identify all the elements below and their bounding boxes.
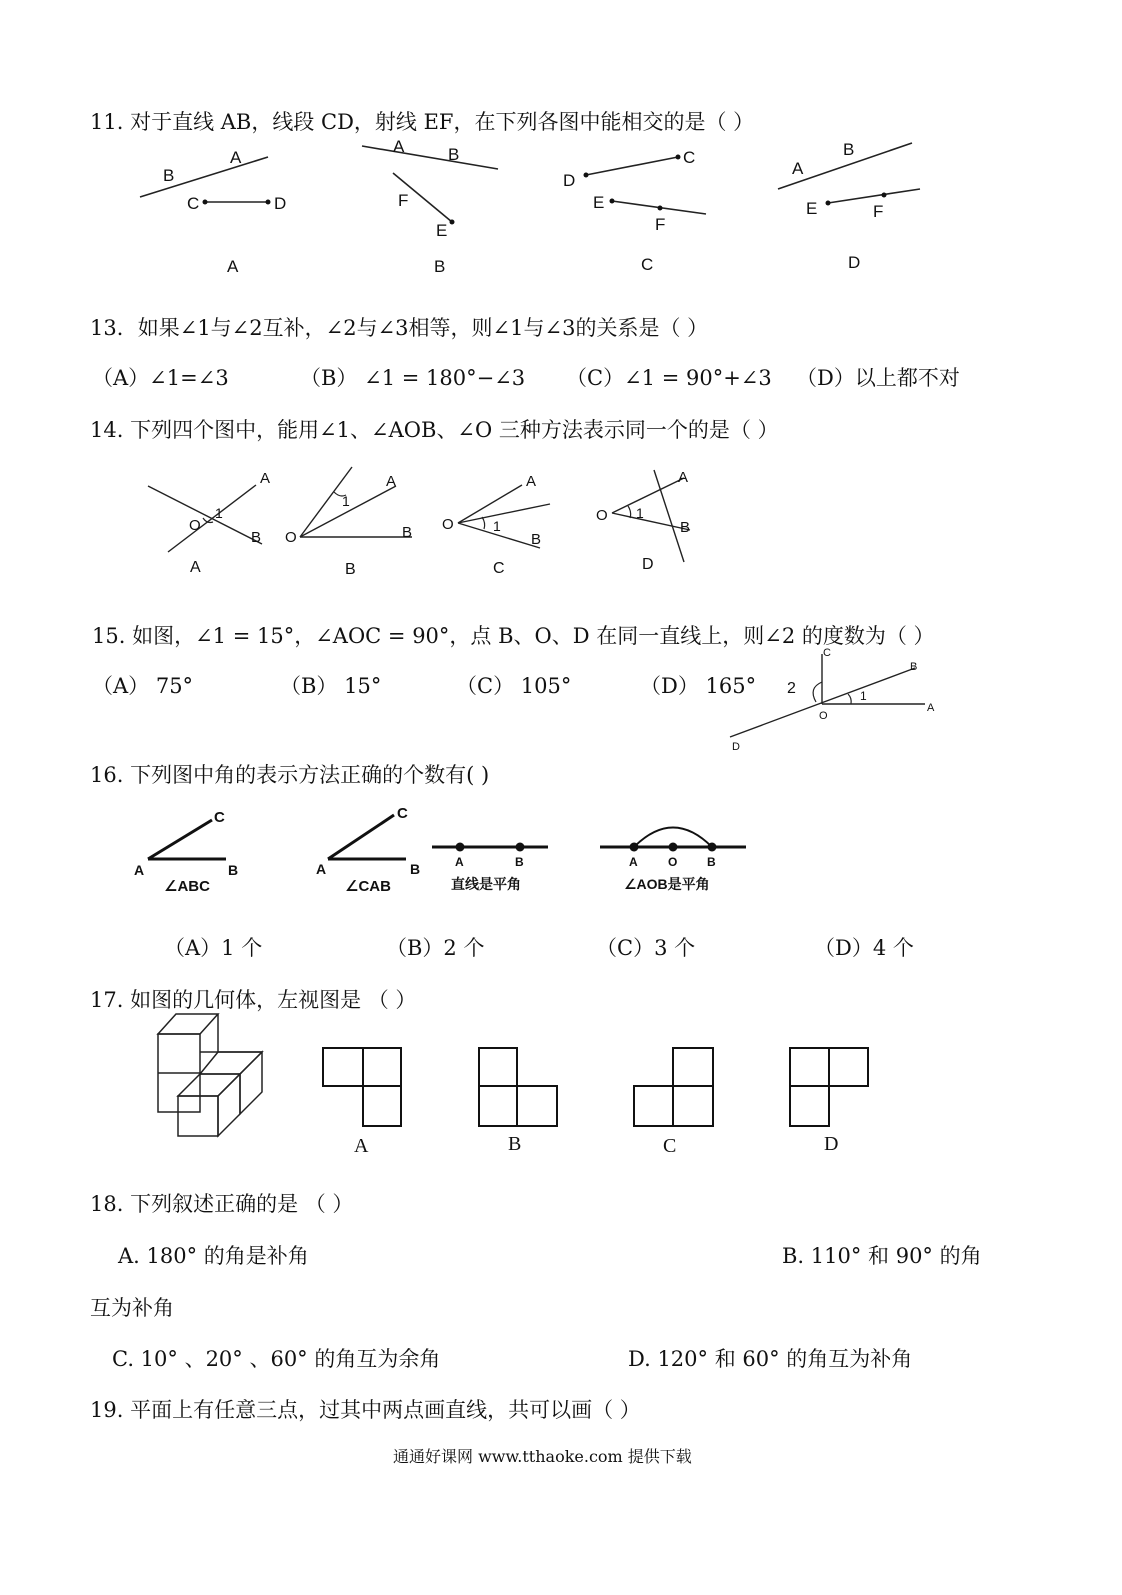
q19-stem: 19. 平面上有任意三点，过其中两点画直线，共可以画（ ） <box>90 1398 641 1422</box>
q16-option-c: （C）3 个 <box>596 936 696 960</box>
q11b-label-f: F <box>398 191 409 210</box>
q14a-label-a: A <box>260 470 271 487</box>
q11-option-d: D <box>848 253 861 272</box>
q11c-label-d: D <box>563 171 576 190</box>
q16-option-d: （D）4 个 <box>814 936 914 960</box>
q16f1-label-a: A <box>134 862 145 878</box>
q11-stem: 11. 对于直线 AB，线段 CD，射线 EF，在下列各图中能相交的是（ ） <box>90 110 755 134</box>
q14a-label-1: 1 <box>215 505 223 521</box>
q14-option-d: D <box>642 556 654 573</box>
q11a-label-d: D <box>274 194 287 213</box>
q11d-label-e: E <box>806 199 818 218</box>
q11-option-a: A <box>227 257 239 276</box>
q15-label-1: 1 <box>860 689 867 703</box>
q16f4-label-b: B <box>707 855 716 869</box>
q16-option-b: （B）2 个 <box>386 936 485 960</box>
q14-option-a: A <box>190 559 201 576</box>
q15-label-b: B <box>910 661 918 673</box>
q11b-label-a: A <box>393 137 405 156</box>
q14d-label-a: A <box>678 469 689 486</box>
q14c-label-a: A <box>526 473 537 490</box>
q17-option-c: C <box>663 1135 677 1157</box>
q14c-label-o: O <box>442 516 454 533</box>
q14b-label-a: A <box>386 473 397 490</box>
q16f1-label-b: B <box>228 862 239 878</box>
q18-option-a: A. 180° 的角是补角 <box>118 1244 309 1268</box>
q14d-label-b: B <box>680 519 691 536</box>
q14b-label-1: 1 <box>342 493 350 509</box>
q14a-label-o: O <box>189 517 201 534</box>
q11d-label-a: A <box>792 159 804 178</box>
q18-stem: 18. 下列叙述正确的是 （ ） <box>90 1192 354 1216</box>
q14d-label-o: O <box>596 507 608 524</box>
q16-caption-2: ∠CAB <box>345 878 391 895</box>
q16-option-a: （A）1 个 <box>164 936 263 960</box>
q16f4-label-o: O <box>668 855 678 869</box>
q16f3-label-a: A <box>455 855 464 869</box>
q18-option-d: D. 120° 和 60° 的角互为补角 <box>628 1347 913 1371</box>
q17-option-d: D <box>824 1133 839 1155</box>
q11b-label-e: E <box>436 221 448 240</box>
q11c-label-f: F <box>655 215 666 234</box>
page-footer: 通通好课网 www.tthaoke.com 提供下载 <box>393 1447 692 1466</box>
q15-label-c: C <box>823 647 831 659</box>
q11a-label-b: B <box>163 166 175 185</box>
q14b-label-o: O <box>285 529 297 546</box>
q13-option-a: （A）∠1=∠3 <box>92 366 229 390</box>
q13-option-b: （B） ∠1 = 180°−∠3 <box>300 366 526 390</box>
q15-label-o: O <box>819 710 828 722</box>
q14a-label-b: B <box>251 529 262 546</box>
q15-label-a: A <box>927 702 935 714</box>
q15-option-a: （A） 75° <box>92 674 194 698</box>
q11c-label-e: E <box>593 193 605 212</box>
q16f2-label-b: B <box>410 861 421 877</box>
q18-option-c: C. 10° 、20° 、60° 的角互为余角 <box>112 1347 441 1371</box>
q17-solid <box>158 1014 262 1136</box>
q15-option-b: （B） 15° <box>280 674 382 698</box>
q16-stem: 16. 下列图中角的表示方法正确的个数有( ) <box>90 763 490 787</box>
q17-option-b: B <box>508 1133 522 1155</box>
q11b-label-b: B <box>448 145 460 164</box>
q13-option-c: （C）∠1 = 90°+∠3 <box>566 366 772 390</box>
q17-option-a: A <box>354 1135 369 1157</box>
q15-label-2: 2 <box>787 680 796 697</box>
q14-option-c: C <box>493 560 505 577</box>
q14-option-b: B <box>345 561 356 578</box>
q16f1-label-c: C <box>214 809 225 826</box>
q17-stem: 17. 如图的几何体，左视图是 （ ） <box>90 988 417 1012</box>
q14d-label-1: 1 <box>636 505 644 521</box>
q16-caption-4: ∠AOB是平角 <box>624 876 710 892</box>
q14c-label-1: 1 <box>493 518 501 534</box>
q14b-label-b: B <box>402 524 413 541</box>
q14c-label-b: B <box>531 531 542 548</box>
q16-caption-3: 直线是平角 <box>451 876 521 892</box>
q16f2-label-a: A <box>316 861 327 877</box>
q16f4-label-a: A <box>629 855 638 869</box>
q11a-label-c: C <box>187 194 200 213</box>
q13-stem: 13．如果∠1与∠2互补，∠2与∠3相等，则∠1与∠3的关系是（ ） <box>90 316 709 340</box>
q11d-label-b: B <box>843 140 855 159</box>
q15-option-d: （D） 165° <box>640 674 757 698</box>
q16-caption-1: ∠ABC <box>164 878 210 895</box>
q11-option-c: C <box>641 255 654 274</box>
q11-option-b: B <box>434 257 446 276</box>
q15-option-c: （C） 105° <box>456 674 572 698</box>
q15-label-d: D <box>732 741 740 753</box>
q18-option-b-line1: B. 110° 和 90° 的角 <box>782 1244 982 1268</box>
q11d-label-f: F <box>873 202 884 221</box>
q16f2-label-c: C <box>397 805 408 822</box>
q11a-label-a: A <box>230 148 242 167</box>
q11c-label-c: C <box>683 148 696 167</box>
q13-option-d: （D）以上都不对 <box>796 366 960 390</box>
q15-stem: 15. 如图，∠1 = 15°，∠AOC = 90°，点 B、O、D 在同一直线上，则∠2 的度数为（ ） <box>92 624 935 648</box>
q18-option-b-line2: 互为补角 <box>90 1296 174 1320</box>
q16f3-label-b: B <box>515 855 524 869</box>
q14-stem: 14. 下列四个图中，能用∠1、∠AOB、∠O 三种方法表示同一个的是（ ） <box>90 418 779 442</box>
